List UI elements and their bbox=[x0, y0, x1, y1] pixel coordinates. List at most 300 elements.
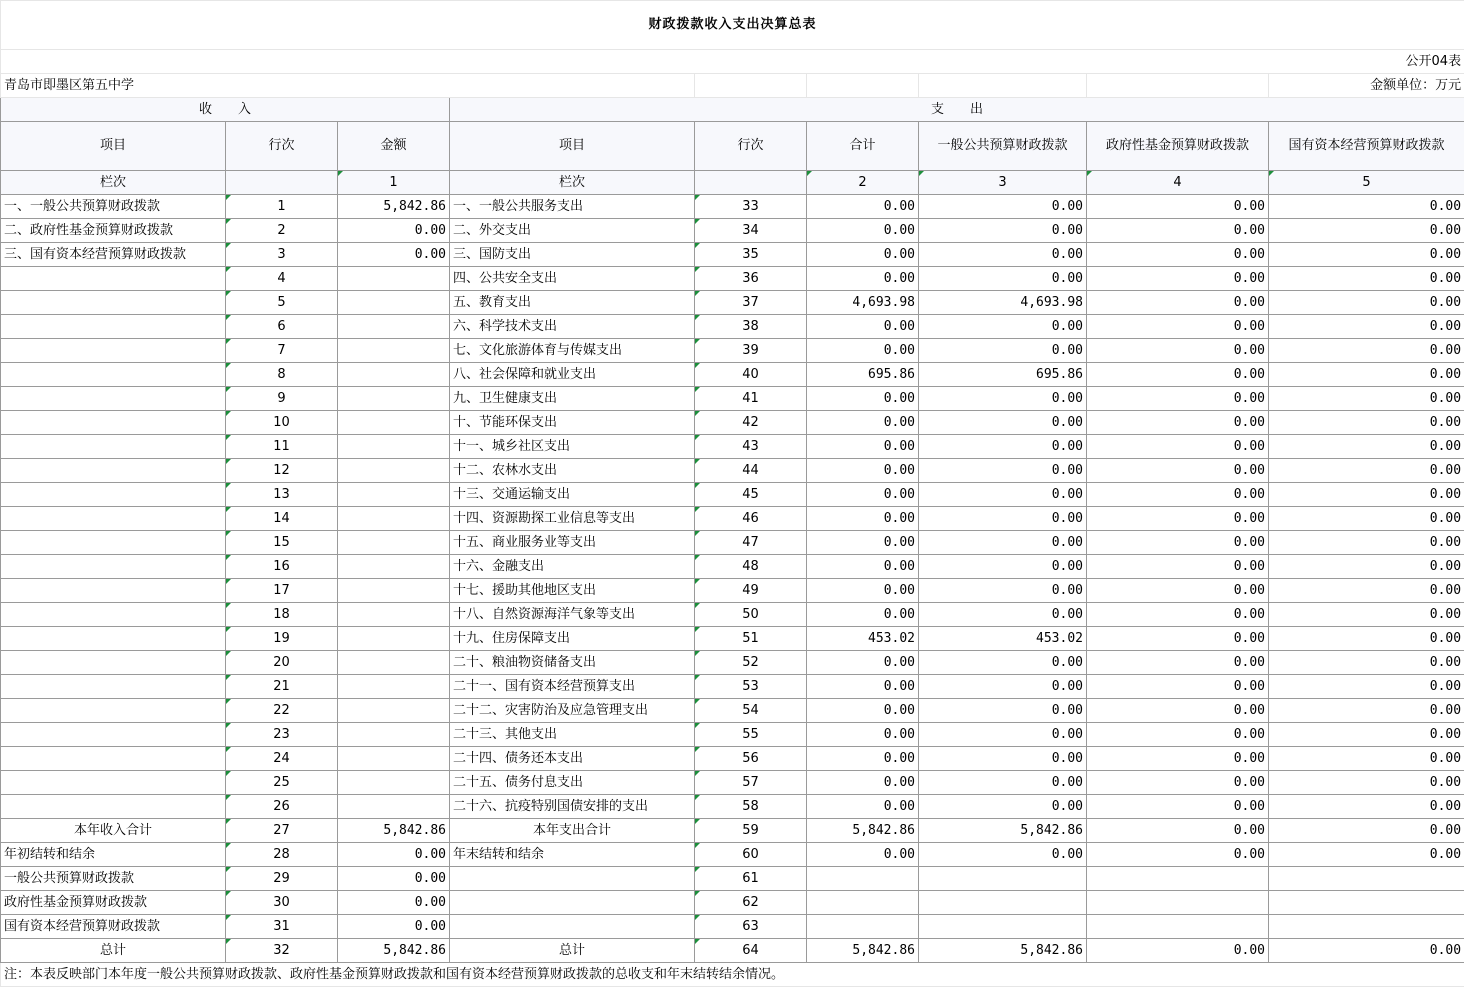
expense-state: 0.00 bbox=[1269, 723, 1464, 747]
expense-fund: 0.00 bbox=[1087, 435, 1269, 459]
expense-line: 49 bbox=[695, 579, 807, 603]
income-amount bbox=[338, 435, 450, 459]
income-item bbox=[1, 747, 226, 771]
expense-line: 59 bbox=[695, 819, 807, 843]
expense-fund: 0.00 bbox=[1087, 531, 1269, 555]
table-row bbox=[1, 699, 1464, 723]
income-line: 25 bbox=[226, 771, 338, 795]
expense-state: 0.00 bbox=[1269, 291, 1464, 315]
table-note: 注：本表反映部门本年度一般公共预算财政拨款、政府性基金预算财政拨款和国有资本经营预算财政拨款的总收支和年末结转结余情况。 bbox=[1, 963, 1464, 987]
income-item bbox=[1, 651, 226, 675]
expense-total: 0.00 bbox=[807, 651, 919, 675]
expense-general: 0.00 bbox=[919, 651, 1087, 675]
expense-state: 0.00 bbox=[1269, 387, 1464, 411]
income-amount bbox=[338, 723, 450, 747]
expense-fund: 0.00 bbox=[1087, 795, 1269, 819]
expense-total: 0.00 bbox=[807, 459, 919, 483]
expense-state: 0.00 bbox=[1269, 747, 1464, 771]
header-amount: 金额 bbox=[338, 122, 450, 171]
expense-line: 45 bbox=[695, 483, 807, 507]
expense-general bbox=[919, 867, 1087, 891]
colnum-5: 5 bbox=[1269, 171, 1464, 195]
expense-fund: 0.00 bbox=[1087, 411, 1269, 435]
expense-general: 0.00 bbox=[919, 219, 1087, 243]
income-amount: 0.00 bbox=[338, 915, 450, 939]
income-line: 10 bbox=[226, 411, 338, 435]
income-amount bbox=[338, 579, 450, 603]
expense-line: 46 bbox=[695, 507, 807, 531]
income-item bbox=[1, 603, 226, 627]
expense-fund: 0.00 bbox=[1087, 747, 1269, 771]
expense-fund: 0.00 bbox=[1087, 267, 1269, 291]
income-line: 15 bbox=[226, 531, 338, 555]
income-amount bbox=[338, 795, 450, 819]
expense-state: 0.00 bbox=[1269, 603, 1464, 627]
expense-general: 0.00 bbox=[919, 723, 1087, 747]
unit-name: 青岛市即墨区第五中学 bbox=[1, 74, 695, 98]
expense-line: 40 bbox=[695, 363, 807, 387]
table-row bbox=[1, 555, 1464, 579]
table-row bbox=[1, 363, 1464, 387]
expense-line: 57 bbox=[695, 771, 807, 795]
income-item bbox=[1, 363, 226, 387]
expense-total: 0.00 bbox=[807, 843, 919, 867]
expense-item: 四、公共安全支出 bbox=[450, 267, 695, 291]
expense-fund: 0.00 bbox=[1087, 939, 1269, 963]
income-amount: 5,842.86 bbox=[338, 939, 450, 963]
table-row bbox=[1, 795, 1464, 819]
expense-line: 47 bbox=[695, 531, 807, 555]
expense-state: 0.00 bbox=[1269, 939, 1464, 963]
income-item bbox=[1, 267, 226, 291]
expense-item: 七、文化旅游体育与传媒支出 bbox=[450, 339, 695, 363]
income-line: 24 bbox=[226, 747, 338, 771]
expense-line: 35 bbox=[695, 243, 807, 267]
income-amount bbox=[338, 291, 450, 315]
income-item bbox=[1, 483, 226, 507]
income-line: 12 bbox=[226, 459, 338, 483]
expense-total bbox=[807, 867, 919, 891]
expense-total: 0.00 bbox=[807, 531, 919, 555]
expense-fund bbox=[1087, 915, 1269, 939]
expense-total: 0.00 bbox=[807, 603, 919, 627]
table-row bbox=[1, 531, 1464, 555]
income-item bbox=[1, 411, 226, 435]
table-row bbox=[1, 387, 1464, 411]
expense-general: 0.00 bbox=[919, 795, 1087, 819]
expense-item: 六、科学技术支出 bbox=[450, 315, 695, 339]
colnum-label: 栏次 bbox=[1, 171, 226, 195]
income-item: 一般公共预算财政拨款 bbox=[1, 867, 226, 891]
expense-line: 38 bbox=[695, 315, 807, 339]
expense-total: 0.00 bbox=[807, 723, 919, 747]
expense-general: 0.00 bbox=[919, 603, 1087, 627]
expense-fund bbox=[1087, 867, 1269, 891]
expense-general: 4,693.98 bbox=[919, 291, 1087, 315]
expense-total: 0.00 bbox=[807, 675, 919, 699]
income-amount: 0.00 bbox=[338, 867, 450, 891]
expense-fund: 0.00 bbox=[1087, 195, 1269, 219]
expense-line: 39 bbox=[695, 339, 807, 363]
expense-item: 九、卫生健康支出 bbox=[450, 387, 695, 411]
expense-total: 0.00 bbox=[807, 795, 919, 819]
expense-total: 0.00 bbox=[807, 771, 919, 795]
expense-fund: 0.00 bbox=[1087, 363, 1269, 387]
expense-item: 年末结转和结余 bbox=[450, 843, 695, 867]
income-item bbox=[1, 771, 226, 795]
expense-general: 0.00 bbox=[919, 507, 1087, 531]
expense-state bbox=[1269, 891, 1464, 915]
expense-general: 5,842.86 bbox=[919, 819, 1087, 843]
income-line: 5 bbox=[226, 291, 338, 315]
expense-item: 二十三、其他支出 bbox=[450, 723, 695, 747]
income-line: 4 bbox=[226, 267, 338, 291]
income-line: 31 bbox=[226, 915, 338, 939]
expense-total: 5,842.86 bbox=[807, 939, 919, 963]
table-row bbox=[1, 675, 1464, 699]
income-amount: 5,842.86 bbox=[338, 819, 450, 843]
expense-line: 61 bbox=[695, 867, 807, 891]
table-row bbox=[1, 339, 1464, 363]
expense-item: 十四、资源勘探工业信息等支出 bbox=[450, 507, 695, 531]
expense-state: 0.00 bbox=[1269, 483, 1464, 507]
expense-state bbox=[1269, 867, 1464, 891]
expense-total: 0.00 bbox=[807, 339, 919, 363]
expense-item: 五、教育支出 bbox=[450, 291, 695, 315]
expense-state: 0.00 bbox=[1269, 627, 1464, 651]
expense-general: 0.00 bbox=[919, 339, 1087, 363]
expense-total: 0.00 bbox=[807, 435, 919, 459]
income-amount bbox=[338, 747, 450, 771]
table-row bbox=[1, 651, 1464, 675]
page-title: 财政拨款收入支出决算总表 bbox=[1, 1, 1464, 50]
income-amount: 0.00 bbox=[338, 891, 450, 915]
form-code: 公开04表 bbox=[1, 50, 1464, 74]
income-line: 19 bbox=[226, 627, 338, 651]
income-item bbox=[1, 723, 226, 747]
expense-item: 十二、农林水支出 bbox=[450, 459, 695, 483]
expense-line: 51 bbox=[695, 627, 807, 651]
income-line: 32 bbox=[226, 939, 338, 963]
expense-fund: 0.00 bbox=[1087, 555, 1269, 579]
expense-fund: 0.00 bbox=[1087, 483, 1269, 507]
expense-line: 50 bbox=[695, 603, 807, 627]
income-line: 6 bbox=[226, 315, 338, 339]
expense-state: 0.00 bbox=[1269, 219, 1464, 243]
expense-total: 0.00 bbox=[807, 243, 919, 267]
table-row bbox=[1, 627, 1464, 651]
expense-line: 55 bbox=[695, 723, 807, 747]
header-item: 项目 bbox=[1, 122, 226, 171]
header-fund: 政府性基金预算财政拨款 bbox=[1087, 122, 1269, 171]
expense-fund: 0.00 bbox=[1087, 459, 1269, 483]
income-amount bbox=[338, 267, 450, 291]
expense-general: 0.00 bbox=[919, 579, 1087, 603]
income-item bbox=[1, 507, 226, 531]
table-row bbox=[1, 435, 1464, 459]
expense-general: 0.00 bbox=[919, 459, 1087, 483]
income-item bbox=[1, 579, 226, 603]
table-row bbox=[1, 411, 1464, 435]
income-item bbox=[1, 339, 226, 363]
table-row bbox=[1, 723, 1464, 747]
table-row bbox=[1, 507, 1464, 531]
expense-item: 十三、交通运输支出 bbox=[450, 483, 695, 507]
expense-state: 0.00 bbox=[1269, 651, 1464, 675]
expense-fund: 0.00 bbox=[1087, 771, 1269, 795]
expense-item: 一、一般公共服务支出 bbox=[450, 195, 695, 219]
expense-state: 0.00 bbox=[1269, 555, 1464, 579]
income-amount bbox=[338, 315, 450, 339]
expense-item: 二十一、国有资本经营预算支出 bbox=[450, 675, 695, 699]
expense-line: 63 bbox=[695, 915, 807, 939]
income-line: 30 bbox=[226, 891, 338, 915]
expense-state: 0.00 bbox=[1269, 411, 1464, 435]
expense-total: 0.00 bbox=[807, 699, 919, 723]
income-line: 21 bbox=[226, 675, 338, 699]
expense-item: 十、节能环保支出 bbox=[450, 411, 695, 435]
income-amount bbox=[338, 339, 450, 363]
expense-item bbox=[450, 891, 695, 915]
expense-item: 二十五、债务付息支出 bbox=[450, 771, 695, 795]
expense-state: 0.00 bbox=[1269, 267, 1464, 291]
income-amount bbox=[338, 603, 450, 627]
expense-total: 0.00 bbox=[807, 195, 919, 219]
expense-state: 0.00 bbox=[1269, 675, 1464, 699]
expense-item: 十五、商业服务业等支出 bbox=[450, 531, 695, 555]
income-line: 8 bbox=[226, 363, 338, 387]
expense-general: 0.00 bbox=[919, 387, 1087, 411]
expense-fund: 0.00 bbox=[1087, 627, 1269, 651]
income-line: 1 bbox=[226, 195, 338, 219]
expense-fund: 0.00 bbox=[1087, 387, 1269, 411]
income-amount: 0.00 bbox=[338, 243, 450, 267]
income-amount bbox=[338, 483, 450, 507]
income-item bbox=[1, 531, 226, 555]
expense-item: 十七、援助其他地区支出 bbox=[450, 579, 695, 603]
income-line: 22 bbox=[226, 699, 338, 723]
table-row bbox=[1, 747, 1464, 771]
expense-general: 0.00 bbox=[919, 243, 1087, 267]
expense-line: 54 bbox=[695, 699, 807, 723]
expense-item: 二十四、债务还本支出 bbox=[450, 747, 695, 771]
income-amount bbox=[338, 531, 450, 555]
income-amount bbox=[338, 459, 450, 483]
income-line: 18 bbox=[226, 603, 338, 627]
expense-general: 453.02 bbox=[919, 627, 1087, 651]
expense-item: 十八、自然资源海洋气象等支出 bbox=[450, 603, 695, 627]
header-exp-item: 项目 bbox=[450, 122, 695, 171]
expense-total: 0.00 bbox=[807, 507, 919, 531]
expense-general: 5,842.86 bbox=[919, 939, 1087, 963]
income-item bbox=[1, 459, 226, 483]
income-item: 二、政府性基金预算财政拨款 bbox=[1, 219, 226, 243]
income-amount bbox=[338, 387, 450, 411]
income-item: 年初结转和结余 bbox=[1, 843, 226, 867]
income-line: 27 bbox=[226, 819, 338, 843]
table-row bbox=[1, 843, 1464, 867]
income-item bbox=[1, 291, 226, 315]
expense-line: 64 bbox=[695, 939, 807, 963]
expense-fund: 0.00 bbox=[1087, 219, 1269, 243]
expense-total: 0.00 bbox=[807, 315, 919, 339]
table-row bbox=[1, 867, 1464, 891]
table-row bbox=[1, 483, 1464, 507]
expense-item: 八、社会保障和就业支出 bbox=[450, 363, 695, 387]
income-item bbox=[1, 675, 226, 699]
expense-total: 453.02 bbox=[807, 627, 919, 651]
expense-total bbox=[807, 891, 919, 915]
expense-line: 43 bbox=[695, 435, 807, 459]
table-row bbox=[1, 291, 1464, 315]
colnum-4: 4 bbox=[1087, 171, 1269, 195]
income-amount bbox=[338, 627, 450, 651]
table-row bbox=[1, 267, 1464, 291]
income-amount bbox=[338, 651, 450, 675]
expense-fund: 0.00 bbox=[1087, 291, 1269, 315]
income-item: 一、一般公共预算财政拨款 bbox=[1, 195, 226, 219]
expense-general: 0.00 bbox=[919, 267, 1087, 291]
expense-state: 0.00 bbox=[1269, 699, 1464, 723]
expense-total: 695.86 bbox=[807, 363, 919, 387]
expense-general: 0.00 bbox=[919, 843, 1087, 867]
expense-band: 支 出 bbox=[450, 98, 1464, 122]
income-item bbox=[1, 699, 226, 723]
expense-line: 62 bbox=[695, 891, 807, 915]
expense-item: 本年支出合计 bbox=[450, 819, 695, 843]
expense-fund: 0.00 bbox=[1087, 723, 1269, 747]
income-amount bbox=[338, 555, 450, 579]
expense-general: 695.86 bbox=[919, 363, 1087, 387]
expense-state: 0.00 bbox=[1269, 363, 1464, 387]
income-item bbox=[1, 627, 226, 651]
expense-state: 0.00 bbox=[1269, 819, 1464, 843]
expense-line: 36 bbox=[695, 267, 807, 291]
expense-total bbox=[807, 915, 919, 939]
expense-general: 0.00 bbox=[919, 747, 1087, 771]
income-amount bbox=[338, 411, 450, 435]
expense-item: 二十六、抗疫特别国债安排的支出 bbox=[450, 795, 695, 819]
table-row bbox=[1, 771, 1464, 795]
expense-general: 0.00 bbox=[919, 483, 1087, 507]
expense-line: 48 bbox=[695, 555, 807, 579]
expense-fund: 0.00 bbox=[1087, 819, 1269, 843]
expense-line: 53 bbox=[695, 675, 807, 699]
expense-state: 0.00 bbox=[1269, 315, 1464, 339]
expense-item: 二十、粮油物资储备支出 bbox=[450, 651, 695, 675]
expense-state: 0.00 bbox=[1269, 339, 1464, 363]
expense-item bbox=[450, 915, 695, 939]
expense-state: 0.00 bbox=[1269, 771, 1464, 795]
expense-line: 58 bbox=[695, 795, 807, 819]
expense-total: 5,842.86 bbox=[807, 819, 919, 843]
income-item bbox=[1, 795, 226, 819]
expense-item: 总计 bbox=[450, 939, 695, 963]
income-item bbox=[1, 387, 226, 411]
income-item: 国有资本经营预算财政拨款 bbox=[1, 915, 226, 939]
table-row bbox=[1, 819, 1464, 843]
colnum-exp-label: 栏次 bbox=[450, 171, 695, 195]
income-line: 17 bbox=[226, 579, 338, 603]
header-total: 合计 bbox=[807, 122, 919, 171]
expense-general: 0.00 bbox=[919, 675, 1087, 699]
income-amount: 0.00 bbox=[338, 219, 450, 243]
header-exp-line: 行次 bbox=[695, 122, 807, 171]
income-amount bbox=[338, 507, 450, 531]
expense-state: 0.00 bbox=[1269, 507, 1464, 531]
expense-fund: 0.00 bbox=[1087, 603, 1269, 627]
expense-state: 0.00 bbox=[1269, 435, 1464, 459]
income-item: 总计 bbox=[1, 939, 226, 963]
income-amount bbox=[338, 675, 450, 699]
table-row bbox=[1, 891, 1464, 915]
expense-fund: 0.00 bbox=[1087, 243, 1269, 267]
income-item bbox=[1, 315, 226, 339]
expense-line: 34 bbox=[695, 219, 807, 243]
expense-fund: 0.00 bbox=[1087, 315, 1269, 339]
expense-general: 0.00 bbox=[919, 771, 1087, 795]
income-line: 2 bbox=[226, 219, 338, 243]
income-band: 收 入 bbox=[1, 98, 450, 122]
income-amount bbox=[338, 771, 450, 795]
header-line: 行次 bbox=[226, 122, 338, 171]
header-state: 国有资本经营预算财政拨款 bbox=[1269, 122, 1464, 171]
table-row bbox=[1, 195, 1464, 219]
expense-line: 52 bbox=[695, 651, 807, 675]
income-line: 23 bbox=[226, 723, 338, 747]
expense-total: 0.00 bbox=[807, 387, 919, 411]
expense-state bbox=[1269, 915, 1464, 939]
income-line: 3 bbox=[226, 243, 338, 267]
income-item bbox=[1, 555, 226, 579]
income-line: 26 bbox=[226, 795, 338, 819]
expense-state: 0.00 bbox=[1269, 459, 1464, 483]
expense-general bbox=[919, 891, 1087, 915]
income-item bbox=[1, 435, 226, 459]
income-line: 13 bbox=[226, 483, 338, 507]
expense-fund: 0.00 bbox=[1087, 651, 1269, 675]
table-row bbox=[1, 939, 1464, 963]
income-amount: 0.00 bbox=[338, 843, 450, 867]
expense-total: 4,693.98 bbox=[807, 291, 919, 315]
expense-total: 0.00 bbox=[807, 747, 919, 771]
income-line: 28 bbox=[226, 843, 338, 867]
table-row bbox=[1, 219, 1464, 243]
header-general: 一般公共预算财政拨款 bbox=[919, 122, 1087, 171]
expense-line: 41 bbox=[695, 387, 807, 411]
income-item: 三、国有资本经营预算财政拨款 bbox=[1, 243, 226, 267]
table-row bbox=[1, 915, 1464, 939]
expense-general: 0.00 bbox=[919, 699, 1087, 723]
expense-fund bbox=[1087, 891, 1269, 915]
colnum-2: 2 bbox=[807, 171, 919, 195]
expense-state: 0.00 bbox=[1269, 795, 1464, 819]
expense-total: 0.00 bbox=[807, 555, 919, 579]
expense-fund: 0.00 bbox=[1087, 579, 1269, 603]
expense-fund: 0.00 bbox=[1087, 507, 1269, 531]
table-row bbox=[1, 603, 1464, 627]
expense-line: 56 bbox=[695, 747, 807, 771]
expense-general: 0.00 bbox=[919, 195, 1087, 219]
expense-fund: 0.00 bbox=[1087, 339, 1269, 363]
table-row bbox=[1, 315, 1464, 339]
income-line: 16 bbox=[226, 555, 338, 579]
expense-total: 0.00 bbox=[807, 411, 919, 435]
expense-state: 0.00 bbox=[1269, 243, 1464, 267]
colnum-1: 1 bbox=[338, 171, 450, 195]
expense-line: 33 bbox=[695, 195, 807, 219]
table-row bbox=[1, 243, 1464, 267]
